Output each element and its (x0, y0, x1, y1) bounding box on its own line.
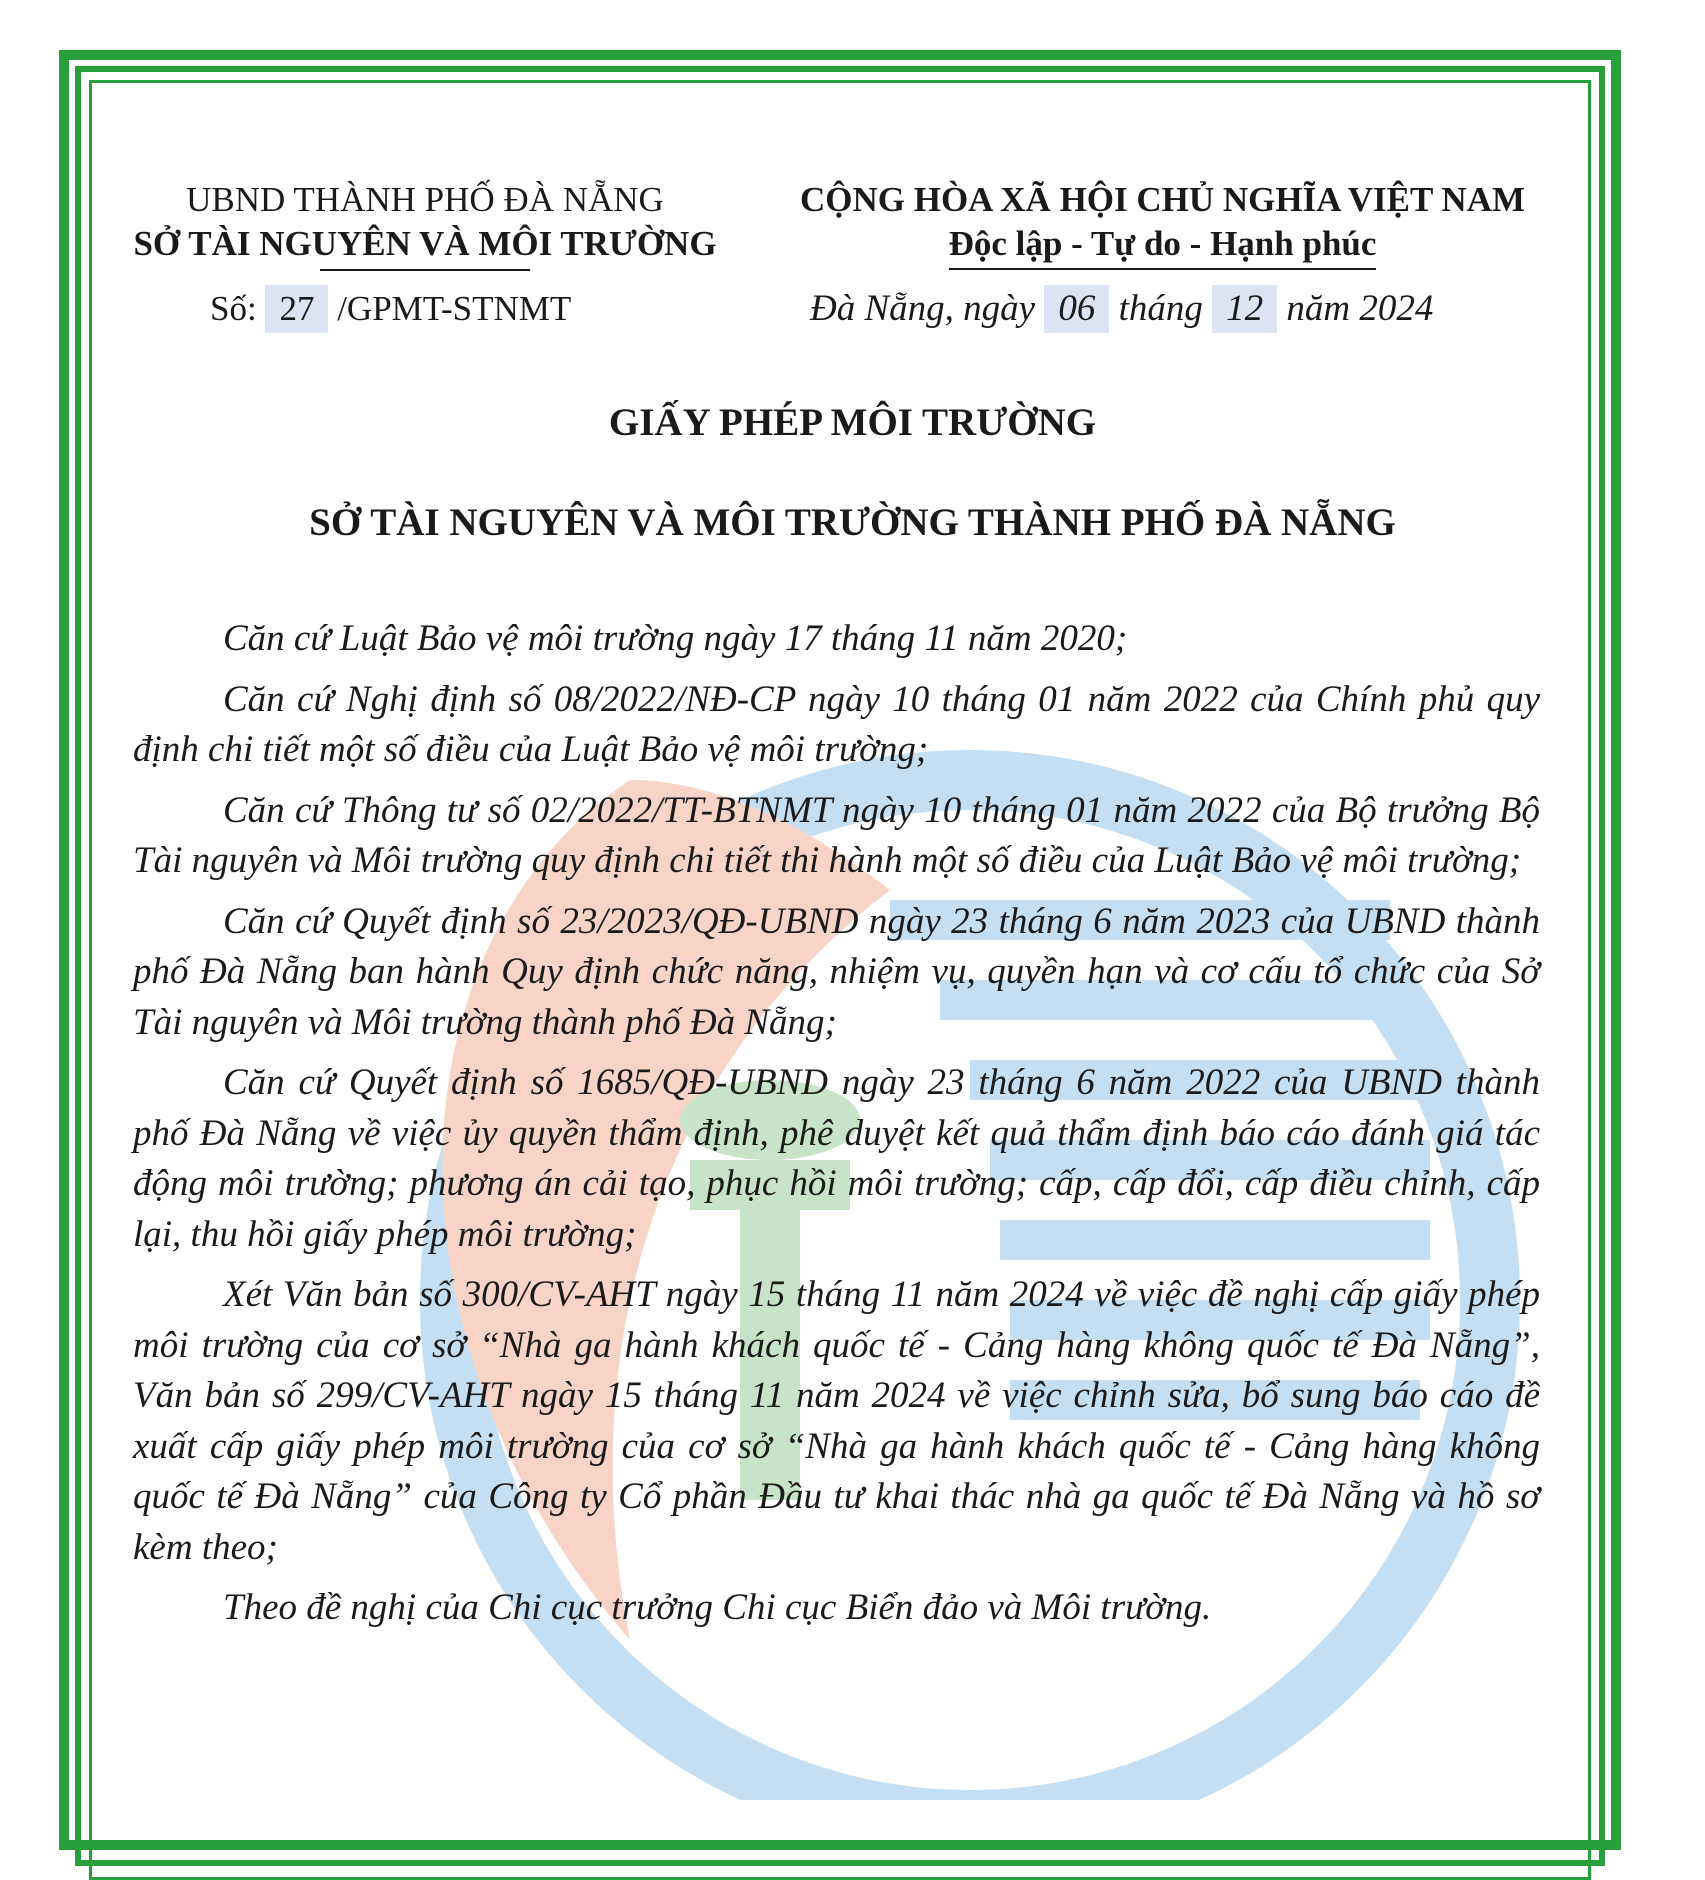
document-number-suffix: /GPMT-STNMT (337, 289, 572, 328)
date-prefix: Đà Nẵng, ngày (810, 288, 1036, 329)
national-header (765, 178, 1560, 270)
department-name: SỞ TÀI NGUYÊN VÀ MÔI TRƯỜNG (133, 224, 717, 263)
country-name: CỘNG HÒA XÃ HỘI CHỦ NGHĨA VIỆT NAM (799, 180, 1526, 219)
legal-basis-paragraph: Căn cứ Thông tư số 02/2022/TT-BTNMT ngày 10 tháng 01 năm 2022 của Bộ trưởng Bộ Tài nguyên và Môi trường quy định chi tiết thi hành một số điều của Luật Bảo vệ môi trường; (133, 789, 1540, 881)
issuing-agency-header (105, 178, 745, 271)
date-day: 06 (1044, 285, 1109, 333)
document-number-value: 27 (265, 285, 328, 333)
city-committee-name: UBND THÀNH PHỐ ĐÀ NẴNG (186, 180, 664, 219)
legal-basis-body (133, 614, 1540, 1644)
legal-basis-paragraph: Căn cứ Nghị định số 08/2022/NĐ-CP ngày 10 tháng 01 năm 2022 của Chính phủ quy định chi tiết một số điều của Luật Bảo vệ môi trường; (133, 678, 1540, 770)
document-number (210, 285, 571, 333)
legal-basis-paragraph: Căn cứ Quyết định số 1685/QĐ-UBND ngày 23 tháng 6 năm 2022 của UBND thành phố Đà Nẵng về việc ủy quyền thẩm định, phê duyệt kết quả thẩm định báo cáo đánh giá tác động môi trường; phương án cải tạo, phục hồi môi trường; cấp, cấp đổi, cấp điều chỉnh, cấp lại, thu hồi giấy phép môi trường; (133, 1062, 1540, 1255)
date-year: năm 2024 (1286, 288, 1434, 329)
legal-basis-paragraph: Căn cứ Quyết định số 23/2023/QĐ-UBND ngày 23 tháng 6 năm 2023 của UBND thành phố Đà Nẵng ban hành Quy định chức năng, nhiệm vụ, quyền hạn và cơ cấu tổ chức của Sở Tài nguyên và Môi trường thành phố Đà Nẵng; (133, 900, 1540, 1043)
issue-date (810, 285, 1433, 333)
department-underline (320, 269, 530, 271)
date-month-label: tháng (1118, 288, 1203, 329)
document-number-label: Số: (210, 289, 257, 328)
document-title: GIẤY PHÉP MÔI TRƯỜNG (608, 401, 1097, 444)
legal-basis-paragraph: Xét Văn bản số 300/CV-AHT ngày 15 tháng 11 năm 2024 về việc đề nghị cấp giấy phép môi trường của cơ sở “Nhà ga hành khách quốc tế - Cảng hàng không quốc tế Đà Nẵng”, Văn bản số 299/CV-AHT ngày 15 tháng 11 năm 2024 về việc chỉnh sửa, bổ sung báo cáo đề xuất cấp giấy phép môi trường của cơ sở “Nhà ga hành khách quốc tế - Cảng hàng không quốc tế Đà Nẵng” của Công ty Cổ phần Đầu tư khai thác nhà ga quốc tế Đà Nẵng và hồ sơ kèm theo; (133, 1274, 1540, 1568)
legal-basis-paragraph: Căn cứ Luật Bảo vệ môi trường ngày 17 tháng 11 năm 2020; (223, 618, 1128, 659)
issuing-authority: SỞ TÀI NGUYÊN VÀ MÔI TRƯỜNG THÀNH PHỐ ĐÀ NẴNG (309, 501, 1396, 544)
national-motto: Độc lập - Tự do - Hạnh phúc (949, 222, 1377, 270)
legal-basis-paragraph: Theo đề nghị của Chi cục trưởng Chi cục Biển đảo và Môi trường. (223, 1587, 1212, 1628)
date-month: 12 (1212, 285, 1277, 333)
